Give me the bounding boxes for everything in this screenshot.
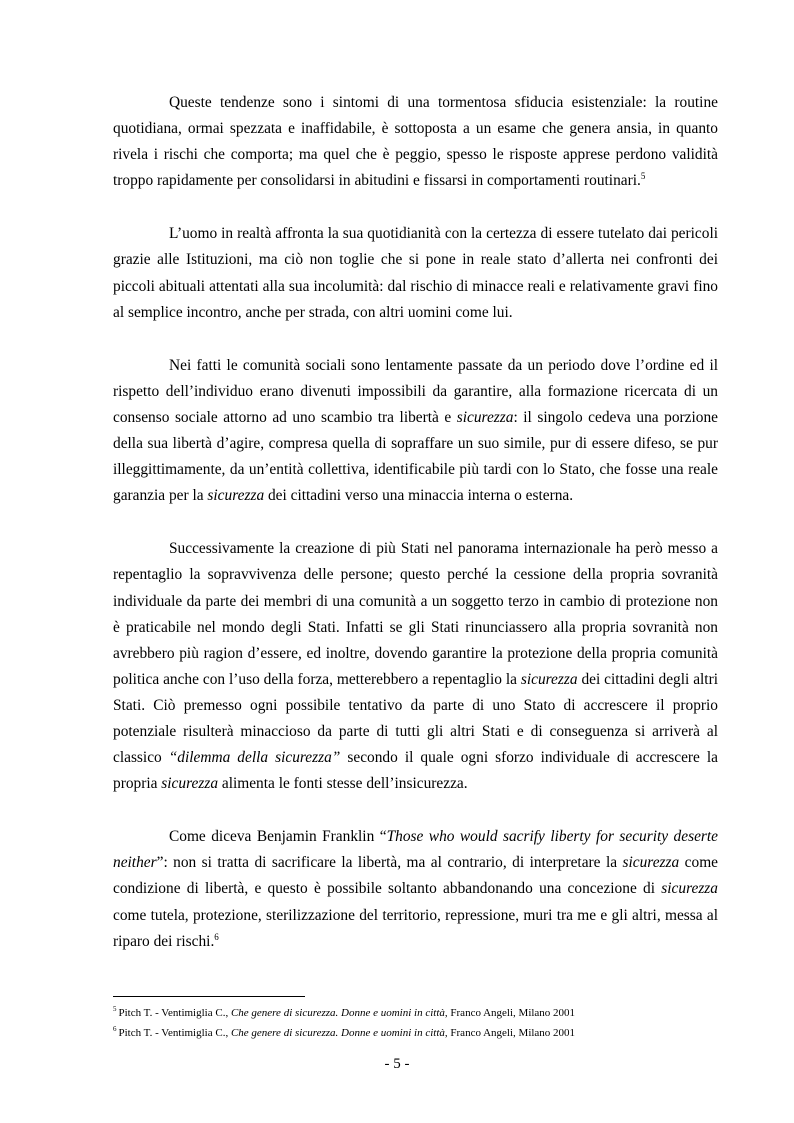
text-run: come tutela, protezione, sterilizzazione del territorio, repressione, muri tra me e gli altri, messa al riparo dei rischi. bbox=[113, 906, 718, 950]
paragraph bbox=[113, 353, 718, 510]
text-run: secondo il quale ogni sforzo individuale di accrescere la propria bbox=[113, 749, 718, 793]
text-run: Successivamente la creazione di più Stati nel panorama internazionale ha però messo a repentaglio la sopravvivenza delle persone; questo perché la cessione della propria sovranità individuale da parte dei membri di una comunità a un soggetto terzo in cambio di protezione non è praticabile nel mondo degli Stati. Infatti se gli Stati rinunciassero alla propria sovranità non avrebbero più ragion d’essere, ed inoltre, dovendo garantire la protezione della propria comunità politica anche con l’uso della forza, metterebbero a repentaglio la bbox=[113, 540, 718, 688]
footnote-author: Pitch T. - Ventimiglia C., bbox=[118, 1007, 231, 1019]
footnote-ref: 5 bbox=[640, 171, 646, 182]
paragraph bbox=[113, 90, 718, 194]
footnotes bbox=[113, 996, 718, 1043]
footnote bbox=[113, 1003, 718, 1023]
footnote-publisher: , Franco Angeli, Milano 2001 bbox=[444, 1007, 576, 1019]
text-run: come condizione di libertà, e questo è possibile soltanto abbandonando una concezione di bbox=[113, 854, 718, 898]
italic-text: sicurezza bbox=[661, 880, 718, 898]
footnote-title: Che genere di sicurezza. Donne e uomini in città bbox=[230, 1007, 445, 1019]
footnote-separator bbox=[113, 996, 305, 997]
italic-text: sicurezza bbox=[520, 670, 578, 688]
text-run: alimenta le fonti stesse dell’insicurezza. bbox=[218, 775, 468, 793]
italic-text: sicurezza bbox=[622, 854, 680, 872]
text-run: Queste tendenze sono i sintomi di una tormentosa sfiducia esistenziale: la routine quotidiana, ormai spezzata e inaffidabile, è sottoposta a un esame che genera ansia, in quanto rivela i rischi che comporta; ma quel che è peggio, spesso le risposte apprese perdono validità troppo rapidamente per consolidarsi in abitudini e fissarsi in comportamenti routinari. bbox=[113, 94, 718, 190]
italic-text: sicurezza bbox=[161, 775, 219, 793]
body-text bbox=[113, 90, 718, 982]
footnote-number: 6 bbox=[113, 1025, 117, 1034]
footnote-number: 5 bbox=[113, 1005, 117, 1014]
italic-text: sicurezza bbox=[456, 408, 514, 426]
footnote bbox=[113, 1023, 718, 1043]
footnote-author: Pitch T. - Ventimiglia C., bbox=[118, 1027, 231, 1039]
text-run: : il singolo cedeva una porzione della sua libertà d’agire, compresa quella di sopraffare un suo simile, pur di essere difeso, se pur illeggittimamente, da un’entità collettiva, identificabile più tardi con lo Stato, che fosse una reale garanzia per la bbox=[113, 408, 718, 505]
text-run: Come diceva Benjamin Franklin “ bbox=[169, 828, 387, 846]
footnote-ref: 6 bbox=[214, 931, 219, 942]
italic-text: sicurezza bbox=[207, 487, 265, 505]
text-run: dei cittadini degli altri Stati. Ciò premesso ogni possibile tentativo da parte di uno Stato di accrescere il proprio potenziale risulterà minaccioso da parte di tutti gli altri Stati e di conseguenza si arriverà al classico bbox=[113, 670, 718, 767]
text-run: dei cittadini verso una minaccia interna o esterna. bbox=[264, 487, 574, 505]
text-run: ”: non si tratta di sacrificare la libertà, ma al contrario, di interpretare la bbox=[156, 854, 623, 872]
footnote-title: Che genere di sicurezza. Donne e uomini in città bbox=[230, 1027, 445, 1039]
paragraph bbox=[113, 221, 718, 325]
page-number: - 5 - bbox=[384, 1056, 410, 1072]
paragraph bbox=[113, 824, 718, 954]
text-run: L’uomo in realtà affronta la sua quotidianità con la certezza di essere tutelato dai pericoli grazie alle Istituzioni, ma ciò non toglie che si pone in reale stato d’allerta nei confronti dei piccoli abituali attentati alla sua incolumità: dal rischio di minacce reali e relativamente gravi fino al semplice incontro, anche per strada, con altri uomini come lui. bbox=[113, 225, 718, 321]
footnote-publisher: , Franco Angeli, Milano 2001 bbox=[444, 1027, 576, 1039]
italic-text: “dilemma della sicurezza” bbox=[168, 749, 341, 767]
italic-text: Those who would sacrify liberty for security deserte neither bbox=[113, 828, 718, 872]
paragraph bbox=[113, 536, 718, 797]
text-run: Nei fatti le comunità sociali sono lentamente passate da un periodo dove l’ordine ed il rispetto dell’individuo erano divenuti impossibili da garantire, alla formazione ricercata di un consenso sociale attorno ad uno scambio tra libertà e bbox=[113, 356, 718, 426]
